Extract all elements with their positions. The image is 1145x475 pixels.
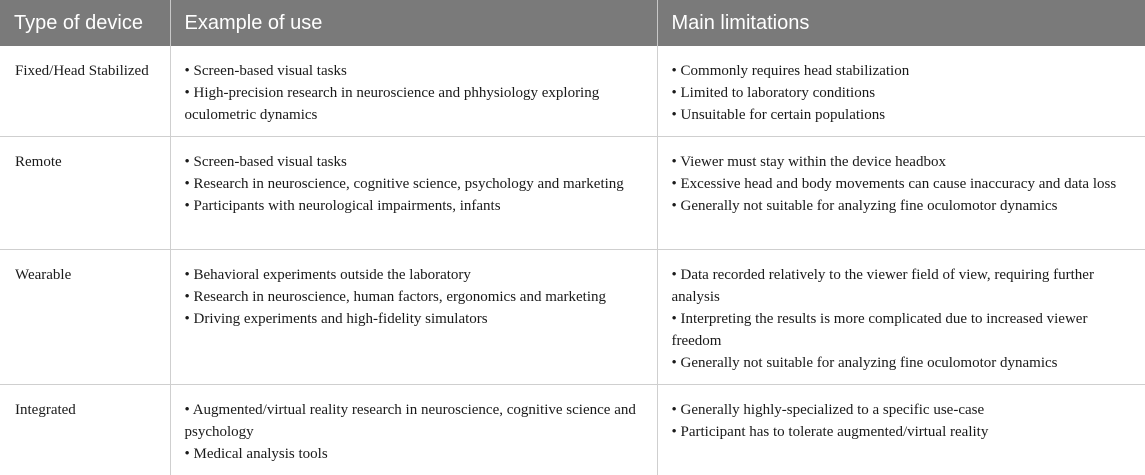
list-item: [672, 173, 1132, 195]
bullet-glyph: •: [672, 311, 677, 327]
list-item: [185, 82, 643, 126]
table-row: [0, 250, 1145, 385]
bullet-glyph: •: [672, 176, 677, 192]
example-of-use-cell: [170, 250, 657, 385]
device-type-cell: Wearable: [0, 250, 170, 385]
limitation-text: Unsuitable for certain populations: [681, 107, 886, 123]
limitation-text: Generally highly-specialized to a specific use-case: [681, 402, 985, 418]
limitations-cell: [657, 46, 1145, 137]
list-item: [185, 151, 643, 173]
list-item: [672, 308, 1132, 352]
limitations-list: [672, 60, 1132, 126]
limitations-list: [672, 151, 1132, 217]
table-row: [0, 385, 1145, 475]
limitations-cell: [657, 250, 1145, 385]
list-item: [672, 151, 1132, 173]
list-item: [672, 399, 1132, 421]
bullet-glyph: •: [185, 267, 190, 283]
use-text: Research in neuroscience, human factors, ergonomics and marketing: [194, 289, 607, 305]
list-item: [185, 286, 643, 308]
header-type-of-device: Type of device: [0, 0, 170, 46]
bullet-glyph: •: [185, 289, 190, 305]
table-row: [0, 46, 1145, 137]
limitation-text: Generally not suitable for analyzing fine oculomotor dynamics: [681, 198, 1058, 214]
bullet-glyph: •: [672, 355, 677, 371]
use-text: High-precision research in neuroscience and phhysiology exploring oculometric dynamics: [185, 85, 600, 123]
bullet-glyph: •: [185, 154, 190, 170]
header-main-limitations: Main limitations: [657, 0, 1145, 46]
use-text: Research in neuroscience, cognitive science, psychology and marketing: [194, 176, 624, 192]
device-type-cell: Integrated: [0, 385, 170, 475]
bullet-glyph: •: [672, 267, 677, 283]
header-example-of-use: Example of use: [170, 0, 657, 46]
use-list: [185, 151, 643, 217]
table-body: [0, 46, 1145, 475]
use-text: Participants with neurological impairments, infants: [194, 198, 501, 214]
limitations-cell: [657, 137, 1145, 250]
bullet-glyph: •: [672, 63, 677, 79]
list-item: [185, 173, 643, 195]
use-list: [185, 399, 643, 465]
example-of-use-cell: [170, 46, 657, 137]
list-item: [185, 60, 643, 82]
list-item: [672, 60, 1132, 82]
bullet-glyph: •: [185, 446, 190, 462]
limitations-list: [672, 399, 1132, 443]
table-header: [0, 0, 1145, 46]
use-text: Driving experiments and high-fidelity simulators: [194, 311, 488, 327]
limitation-text: Excessive head and body movements can cause inaccuracy and data loss: [681, 176, 1117, 192]
list-item: [672, 421, 1132, 443]
use-list: [185, 60, 643, 126]
use-text: Medical analysis tools: [194, 446, 328, 462]
list-item: [672, 82, 1132, 104]
list-item: [672, 264, 1132, 308]
limitation-text: Generally not suitable for analyzing fine oculomotor dynamics: [681, 355, 1058, 371]
bullet-glyph: •: [185, 311, 190, 327]
list-item: [185, 443, 643, 465]
bullet-glyph: •: [672, 402, 677, 418]
bullet-glyph: •: [185, 176, 190, 192]
header-row: [0, 0, 1145, 46]
list-item: [672, 352, 1132, 374]
example-of-use-cell: [170, 137, 657, 250]
bullet-glyph: •: [672, 85, 677, 101]
limitation-text: Participant has to tolerate augmented/virtual reality: [681, 424, 989, 440]
use-text: Augmented/virtual reality research in neuroscience, cognitive science and psychology: [185, 402, 636, 440]
limitation-text: Interpreting the results is more complicated due to increased viewer freedom: [672, 311, 1088, 349]
bullet-glyph: •: [185, 85, 190, 101]
list-item: [185, 399, 643, 443]
list-item: [672, 104, 1132, 126]
use-text: Behavioral experiments outside the laboratory: [194, 267, 471, 283]
bullet-glyph: •: [185, 198, 190, 214]
device-type-cell: Fixed/Head Stabilized: [0, 46, 170, 137]
bullet-glyph: •: [672, 154, 677, 170]
list-item: [185, 308, 643, 330]
list-item: [185, 264, 643, 286]
bullet-glyph: •: [185, 402, 190, 418]
limitation-text: Data recorded relatively to the viewer field of view, requiring further analysis: [672, 267, 1094, 305]
table-row: [0, 137, 1145, 250]
list-item: [185, 195, 643, 217]
use-text: Screen-based visual tasks: [194, 63, 347, 79]
bullet-glyph: •: [672, 198, 677, 214]
device-type-cell: Remote: [0, 137, 170, 250]
limitation-text: Limited to laboratory conditions: [681, 85, 876, 101]
limitations-cell: [657, 385, 1145, 475]
limitation-text: Commonly requires head stabilization: [681, 63, 910, 79]
limitation-text: Viewer must stay within the device headbox: [680, 154, 946, 170]
use-list: [185, 264, 643, 330]
bullet-glyph: •: [672, 107, 677, 123]
limitations-list: [672, 264, 1132, 374]
bullet-glyph: •: [672, 424, 677, 440]
example-of-use-cell: [170, 385, 657, 475]
bullet-glyph: •: [185, 63, 190, 79]
list-item: [672, 195, 1132, 217]
use-text: Screen-based visual tasks: [194, 154, 347, 170]
